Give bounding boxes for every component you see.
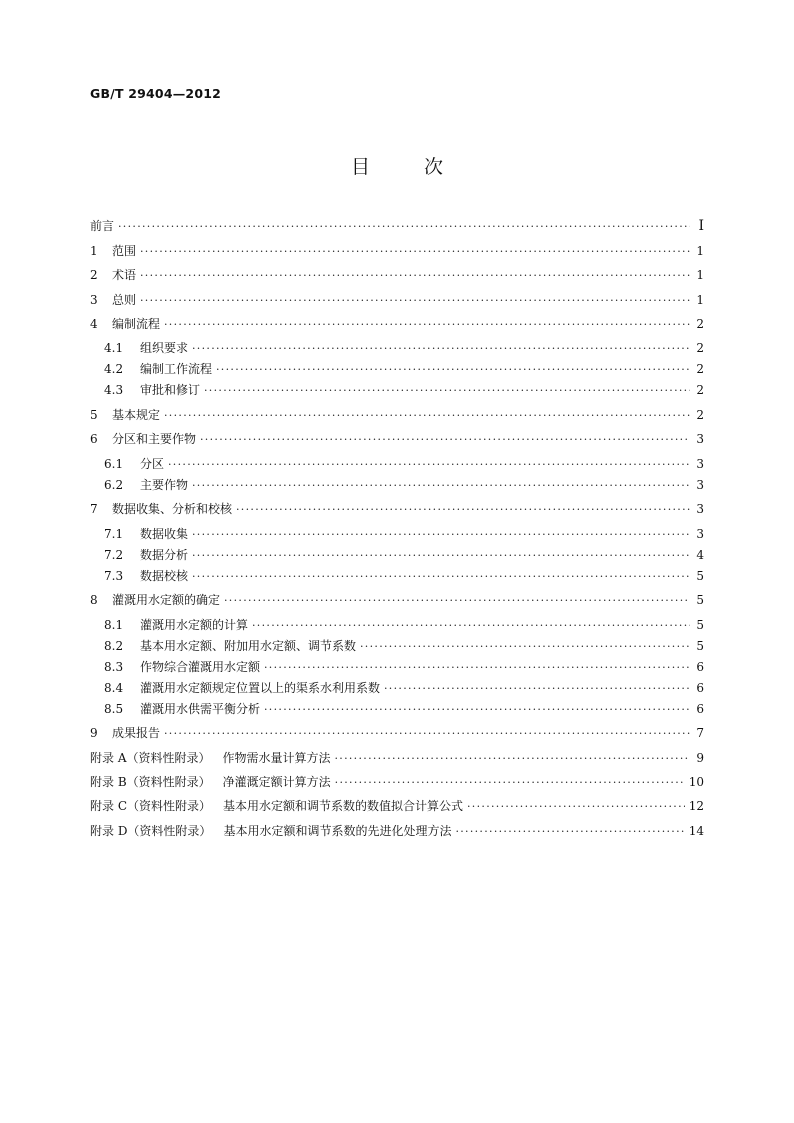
title-char-1: 目 [350, 156, 370, 178]
toc-entry[interactable] [104, 547, 704, 564]
toc-entry-page: 3 [696, 478, 704, 492]
dot-leader [264, 702, 690, 718]
dot-leader [204, 383, 690, 399]
toc-entry-number: 4.1 [104, 341, 124, 355]
dot-leader [192, 527, 690, 543]
dot-leader [164, 408, 690, 424]
dot-leader [192, 548, 690, 564]
dot-leader [467, 799, 685, 815]
toc-entry-number: 4 [90, 317, 98, 331]
toc-entry-title: 编制流程 [112, 317, 161, 331]
toc-entry-page: 5 [696, 618, 704, 632]
toc-entry-page: 4 [696, 548, 704, 562]
toc-entry-number: 8 [90, 593, 98, 607]
toc-entry[interactable] [90, 823, 704, 840]
title-char-2: 次 [424, 156, 444, 178]
dot-leader [140, 244, 690, 260]
toc-entry-page: 10 [688, 775, 704, 789]
toc-entry-page: 3 [696, 527, 704, 541]
toc-entry-title: 灌溉用水定额的计算 [140, 618, 249, 632]
dot-leader [384, 681, 690, 697]
toc-entry-number: 8.4 [104, 681, 124, 695]
toc-entry-title: 作物综合灌溉用水定额 [140, 660, 261, 674]
toc-entry-title: 编制工作流程 [140, 362, 213, 376]
dot-leader [192, 478, 690, 494]
toc-entry-page: 5 [696, 639, 704, 653]
dot-leader [216, 362, 690, 378]
toc-entry-number: 7.1 [104, 527, 124, 541]
toc-entry[interactable] [104, 477, 704, 494]
toc-entry-number: 8.1 [104, 618, 124, 632]
toc-entry-page: 5 [696, 569, 704, 583]
toc-entry-number: 7 [90, 502, 98, 516]
toc-entry[interactable] [90, 243, 704, 260]
toc-entry-title: 数据收集 [140, 527, 189, 541]
toc-entry-page: Ⅰ [698, 218, 704, 234]
toc-entry[interactable] [90, 750, 704, 767]
toc-entry-number: 6.1 [104, 457, 124, 471]
toc-entry-page: 2 [696, 383, 704, 397]
toc-entry[interactable] [90, 431, 704, 448]
toc-entry-page: 12 [688, 799, 704, 813]
dot-leader [224, 593, 690, 609]
toc-entry-title: 主要作物 [140, 478, 189, 492]
toc-entry-number: 5 [90, 408, 98, 422]
toc-entry-page: 9 [696, 751, 704, 765]
toc-entry-title: 基本用水定额和调节系数的数值拟合计算公式 [223, 799, 464, 813]
toc-entry[interactable] [90, 592, 704, 609]
toc-entry[interactable] [104, 617, 704, 634]
toc-entry-title: 术语 [112, 268, 137, 282]
toc-entry-title: 数据校核 [140, 569, 189, 583]
toc-entry-title: 基本规定 [112, 408, 161, 422]
toc-entry-title: 数据收集、分析和校核 [112, 502, 233, 516]
dot-leader [455, 824, 684, 840]
toc-entry[interactable] [104, 568, 704, 585]
toc-entry-page: 7 [696, 726, 704, 740]
toc-entry-page: 2 [696, 408, 704, 422]
toc-entry[interactable] [104, 456, 704, 473]
toc-entry-title: 审批和修订 [140, 383, 201, 397]
toc-entry-title: 组织要求 [140, 341, 189, 355]
toc-entry-title: 前言 [90, 219, 115, 233]
toc-entry-title: 灌溉用水定额的确定 [112, 593, 221, 607]
toc-entry-number: 附录 B（资料性附录） [90, 775, 211, 789]
toc-entry-number: 1 [90, 244, 98, 258]
toc-entry[interactable] [90, 407, 704, 424]
toc-entry[interactable] [90, 774, 704, 791]
toc-entry-number: 4.3 [104, 383, 124, 397]
toc-entry[interactable] [104, 526, 704, 543]
toc-entry-title: 范围 [112, 244, 137, 258]
toc-entry-number: 附录 C（资料性附录） [90, 799, 211, 813]
dot-leader [335, 775, 685, 791]
toc-entry-number: 7.2 [104, 548, 124, 562]
toc-entry[interactable] [90, 218, 704, 235]
toc-entry-number: 附录 D（资料性附录） [90, 824, 212, 838]
dot-leader [164, 726, 690, 742]
dot-leader [236, 502, 690, 518]
toc-entry[interactable] [104, 680, 704, 697]
toc-entry-page: 1 [696, 244, 704, 258]
toc-entry-number: 6 [90, 432, 98, 446]
dot-leader [164, 317, 690, 333]
toc-entry-number: 8.2 [104, 639, 124, 653]
toc-entry-page: 14 [688, 824, 704, 838]
toc-entry[interactable] [104, 340, 704, 357]
standard-code: GB/T 29404—2012 [90, 86, 222, 101]
page-title [0, 152, 794, 179]
toc-entry-page: 6 [696, 681, 704, 695]
toc-entry-page: 6 [696, 702, 704, 716]
toc-entry-title: 作物需水量计算方法 [222, 751, 331, 765]
toc-entry-title: 灌溉用水定额规定位置以上的渠系水利用系数 [140, 681, 381, 695]
toc-entry-number: 8.3 [104, 660, 124, 674]
dot-leader [360, 639, 690, 655]
toc-entry-number: 7.3 [104, 569, 124, 583]
toc-entry[interactable] [90, 725, 704, 742]
toc-entry-page: 2 [696, 341, 704, 355]
toc-entry-page: 2 [696, 362, 704, 376]
toc-entry-title: 成果报告 [112, 726, 161, 740]
toc-entry[interactable] [90, 798, 704, 815]
toc-entry[interactable] [104, 701, 704, 718]
toc-entry-title: 分区和主要作物 [112, 432, 197, 446]
toc-entry-number: 6.2 [104, 478, 124, 492]
toc-entry[interactable] [90, 501, 704, 518]
toc-entry-page: 6 [696, 660, 704, 674]
dot-leader [140, 293, 690, 309]
toc-entry-title: 基本用水定额和调节系数的先进化处理方法 [223, 824, 452, 838]
dot-leader [118, 219, 690, 235]
toc-entry-number: 4.2 [104, 362, 124, 376]
dot-leader [200, 432, 690, 448]
toc-entry-number: 附录 A（资料性附录） [90, 751, 211, 765]
dot-leader [264, 660, 690, 676]
toc-entry-title: 总则 [112, 293, 137, 307]
toc-entry[interactable] [90, 267, 704, 284]
toc-entry[interactable] [104, 361, 704, 378]
dot-leader [252, 618, 690, 634]
toc-entry-page: 3 [696, 502, 704, 516]
toc-entry-number: 8.5 [104, 702, 124, 716]
toc-entry-page: 5 [696, 593, 704, 607]
toc-entry[interactable] [104, 638, 704, 655]
toc-entry-number: 3 [90, 293, 98, 307]
dot-leader [335, 751, 691, 767]
toc-entry-number: 9 [90, 726, 98, 740]
dot-leader [168, 457, 690, 473]
toc-entry-number: 2 [90, 268, 98, 282]
toc-entry-page: 2 [696, 317, 704, 331]
toc-entry[interactable] [90, 316, 704, 333]
toc-entry-title: 灌溉用水供需平衡分析 [140, 702, 261, 716]
toc-entry-page: 3 [696, 457, 704, 471]
toc-entry-title: 数据分析 [140, 548, 189, 562]
dot-leader [140, 268, 690, 284]
dot-leader [192, 569, 690, 585]
toc-entry-title: 分区 [140, 457, 165, 471]
toc-entry-page: 1 [696, 293, 704, 307]
toc-entry-page: 1 [696, 268, 704, 282]
toc-entry[interactable] [104, 382, 704, 399]
toc-entry-title: 净灌溉定额计算方法 [222, 775, 331, 789]
toc-entry-title: 基本用水定额、附加用水定额、调节系数 [140, 639, 357, 653]
toc-entry[interactable] [104, 659, 704, 676]
dot-leader [192, 341, 690, 357]
toc-entry[interactable] [90, 292, 704, 309]
toc-entry-page: 3 [696, 432, 704, 446]
